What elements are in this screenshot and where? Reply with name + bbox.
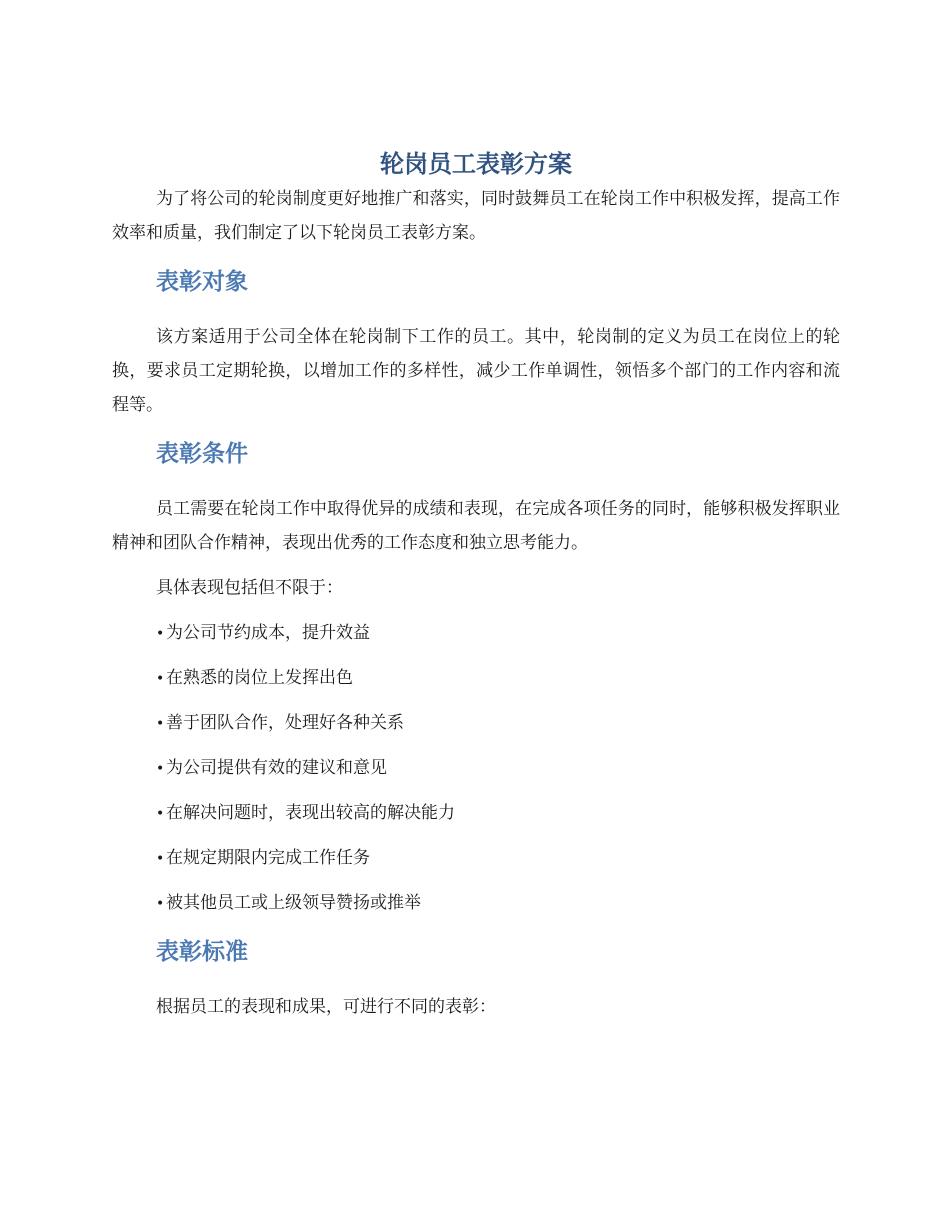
list-item-text: 为公司提供有效的建议和意见 bbox=[166, 758, 387, 778]
intro-paragraph: 为了将公司的轮岗制度更好地推广和落实，同时鼓舞员工在轮岗工作中积极发挥，提高工作效率和质量，我们制定了以下轮岗员工表彰方案。 bbox=[112, 189, 840, 243]
section-heading-standards: 表彰标准 bbox=[156, 939, 248, 965]
list-item bbox=[112, 796, 840, 830]
list-item-text: 善于团队合作，处理好各种关系 bbox=[166, 713, 404, 733]
section-heading-recipients: 表彰对象 bbox=[156, 269, 248, 295]
bullet-icon: • bbox=[156, 761, 165, 777]
list-item bbox=[112, 616, 840, 650]
bullet-icon: • bbox=[156, 896, 165, 912]
bullet-icon: • bbox=[156, 671, 165, 687]
conditions-paragraph: 员工需要在轮岗工作中取得优异的成绩和表现，在完成各项任务的同时，能够积极发挥职业精神和团队合作精神，表现出优秀的工作态度和独立思考能力。 bbox=[112, 499, 840, 553]
bullet-icon: • bbox=[156, 851, 165, 867]
section-heading-conditions: 表彰条件 bbox=[156, 441, 248, 467]
list-item bbox=[112, 751, 840, 785]
bullet-icon: • bbox=[156, 626, 165, 642]
conditions-list-intro: 具体表现包括但不限于： bbox=[156, 578, 343, 598]
list-item-text: 被其他员工或上级领导赞扬或推举 bbox=[166, 893, 421, 913]
list-item-text: 在解决问题时，表现出较高的解决能力 bbox=[166, 803, 455, 823]
recipients-paragraph: 该方案适用于公司全体在轮岗制下工作的员工。其中，轮岗制的定义为员工在岗位上的轮换，要求员工定期轮换，以增加工作的多样性，减少工作单调性，领悟多个部门的工作内容和流程等。 bbox=[112, 327, 840, 415]
list-item bbox=[112, 661, 840, 695]
list-item bbox=[112, 841, 840, 875]
list-item-text: 为公司节约成本，提升效益 bbox=[166, 623, 370, 643]
list-item-text: 在规定期限内完成工作任务 bbox=[166, 848, 370, 868]
bullet-icon: • bbox=[156, 716, 165, 732]
document-title: 轮岗员工表彰方案 bbox=[380, 150, 572, 178]
list-item bbox=[112, 886, 840, 920]
standards-paragraph: 根据员工的表现和成果，可进行不同的表彰： bbox=[156, 997, 496, 1017]
list-item-text: 在熟悉的岗位上发挥出色 bbox=[166, 668, 353, 688]
document-body bbox=[112, 146, 840, 1024]
list-item bbox=[112, 706, 840, 740]
bullet-icon: • bbox=[156, 806, 165, 822]
conditions-bullet-list bbox=[112, 616, 840, 920]
